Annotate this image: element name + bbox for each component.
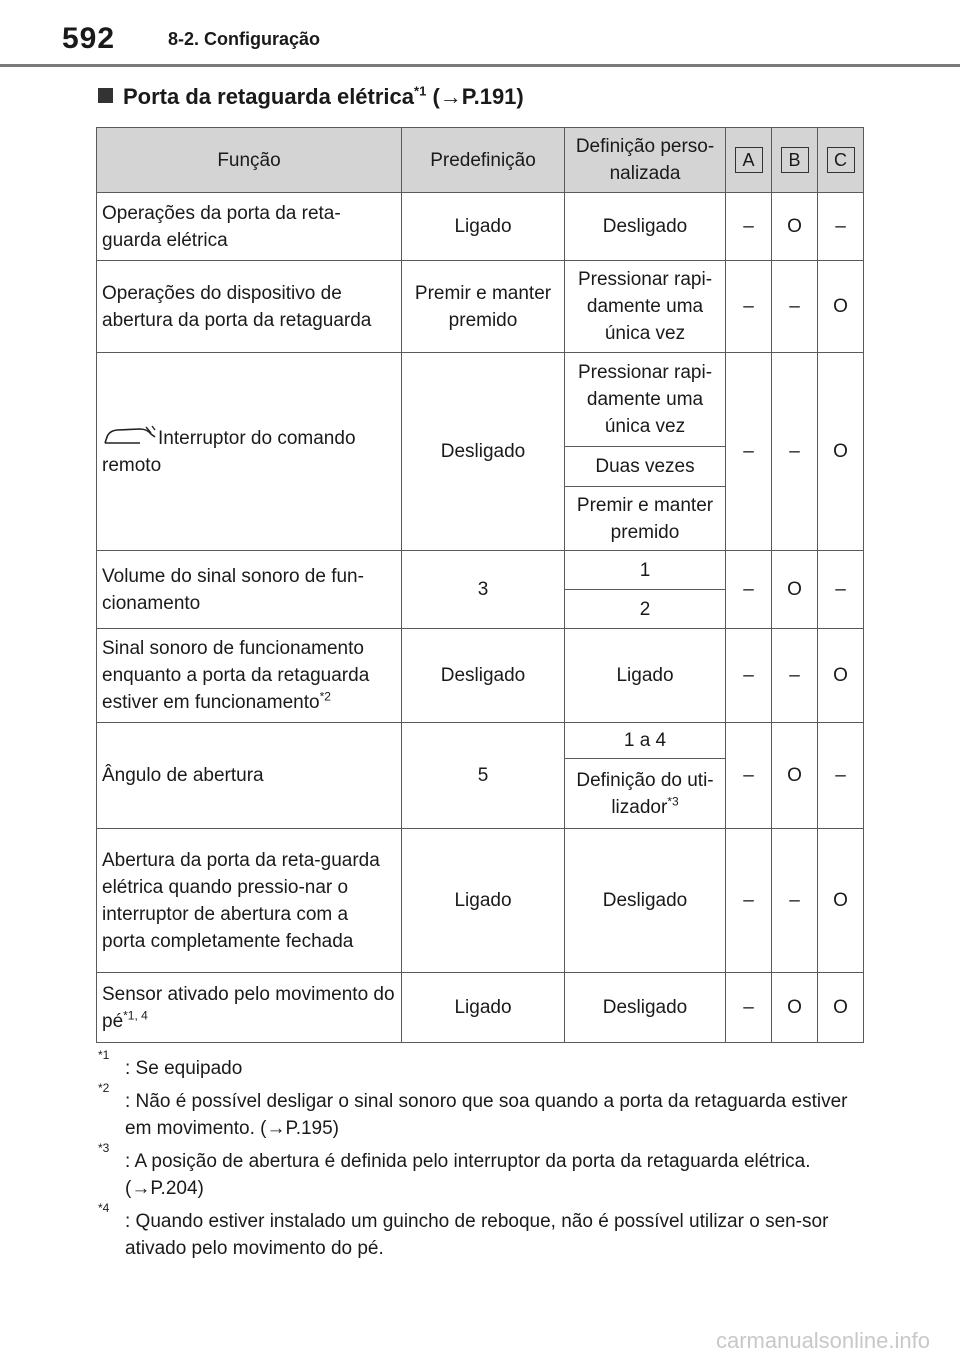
cell-def: Pressionar rapi-damente uma única vez	[565, 261, 726, 353]
cell-b: –	[772, 353, 818, 551]
settings-table	[96, 127, 864, 1043]
footnote: *1 : Se equipado	[98, 1048, 243, 1079]
cell-b: O	[772, 551, 818, 629]
method-b-badge: B	[781, 147, 809, 173]
cell-c: O	[818, 353, 864, 551]
method-c-badge: C	[827, 147, 855, 173]
cell-funcao	[97, 629, 402, 723]
cell-a: –	[726, 723, 772, 829]
header-b	[772, 128, 818, 193]
cell-a: –	[726, 551, 772, 629]
header-c	[818, 128, 864, 193]
table-row	[97, 723, 864, 759]
cell-funcao: Operações do dispositivo de abertura da porta da retaguarda	[97, 261, 402, 353]
heading-footnote-mark: *1	[414, 83, 427, 99]
footnote-mark: *3	[667, 794, 679, 809]
table-row	[97, 973, 864, 1043]
cell-c: –	[818, 551, 864, 629]
cell-c: O	[818, 261, 864, 353]
cell-predef: Premir e manter premido	[402, 261, 565, 353]
table-row	[97, 193, 864, 261]
watermark: carmanualsonline.info	[715, 1328, 930, 1353]
cell-a: –	[726, 629, 772, 723]
square-bullet-icon	[98, 88, 113, 103]
cell-c: –	[818, 193, 864, 261]
footnote-text: : A posição de abertura é definida pelo interruptor da porta da retaguarda elétrica. (→P.204)	[125, 1151, 811, 1199]
cell-b: O	[772, 193, 818, 261]
header-funcao: Função	[97, 128, 402, 193]
header-definicao: Definição perso-nalizada	[565, 128, 726, 193]
cell-funcao: Operações da porta da reta-guarda elétrica	[97, 193, 402, 261]
header-predefinicao: Predefinição	[402, 128, 565, 193]
cell-def: Desligado	[565, 829, 726, 973]
cell-c: O	[818, 829, 864, 973]
cell-def: Desligado	[565, 973, 726, 1043]
cell-def: Duas vezes	[565, 447, 726, 487]
method-a-badge: A	[735, 147, 763, 173]
cell-predef: Ligado	[402, 973, 565, 1043]
heading-page-ref: (→P.191)	[432, 84, 524, 109]
cell-def: Premir e manter premido	[565, 487, 726, 551]
cell-def-text: Definição do uti-lizador	[576, 769, 714, 818]
cell-b: O	[772, 973, 818, 1043]
cell-def: Ligado	[565, 629, 726, 723]
table-row	[97, 353, 864, 447]
table-row	[97, 829, 864, 973]
footnote: *2 : Não é possível desligar o sinal sonoro que soa quando a porta da retaguarda estiver em movimento. (→P.195)	[98, 1081, 848, 1139]
cell-funcao: Abertura da porta da reta-guarda elétrica quando pressio-nar o interruptor de abertura com a porta completamente fechada	[97, 829, 402, 973]
cell-funcao-text: Sinal sonoro de funcionamento enquanto a porta da retaguarda estiver em funcionamento	[102, 638, 370, 713]
footnote: *4 : Quando estiver instalado um guincho de reboque, não é possível utilizar o sen-sor ativado pelo movimento do pé.	[98, 1201, 829, 1259]
cell-funcao: Ângulo de abertura	[97, 723, 402, 829]
page-header	[0, 0, 960, 70]
table-row	[97, 551, 864, 590]
cell-def: 1	[565, 551, 726, 590]
cell-def: 1 a 4	[565, 723, 726, 759]
cell-predef: Ligado	[402, 829, 565, 973]
cell-c: –	[818, 723, 864, 829]
cell-b: –	[772, 261, 818, 353]
cell-def: Desligado	[565, 193, 726, 261]
cell-funcao-text: Sensor ativado pelo movimento do pé	[102, 983, 395, 1032]
header-a	[726, 128, 772, 193]
table-row	[97, 261, 864, 353]
footnote-text: : Não é possível desligar o sinal sonoro que soa quando a porta da retaguarda estiver em movimento. (→P.195)	[125, 1091, 848, 1139]
cell-b: –	[772, 629, 818, 723]
section-title: 8-2. Configuração	[168, 29, 321, 49]
header-rule	[0, 64, 960, 67]
cell-a: –	[726, 261, 772, 353]
section-heading	[98, 84, 524, 110]
cell-c: O	[818, 629, 864, 723]
cell-predef: 5	[402, 723, 565, 829]
cell-c: O	[818, 973, 864, 1043]
cell-def: 2	[565, 590, 726, 629]
cell-a: –	[726, 353, 772, 551]
footnote-mark: *1, 4	[123, 1008, 148, 1023]
page-number: 592	[62, 22, 116, 55]
cell-a: –	[726, 193, 772, 261]
cell-funcao	[97, 973, 402, 1043]
footnote-text: : Quando estiver instalado um guincho de reboque, não é possível utilizar o sen-sor ativado pelo movimento do pé.	[125, 1211, 829, 1259]
cell-funcao: Volume do sinal sonoro de fun-cionamento	[97, 551, 402, 629]
cell-predef: Desligado	[402, 353, 565, 551]
cell-funcao	[97, 353, 402, 551]
footnote: *3 : A posição de abertura é definida pelo interruptor da porta da retaguarda elétrica. (→P.204)	[98, 1141, 811, 1199]
vehicle-rear-icon	[102, 424, 158, 446]
cell-funcao-text: Interruptor do comando remoto	[102, 428, 356, 476]
heading-text: Porta da retaguarda elétrica	[123, 84, 415, 109]
cell-a: –	[726, 829, 772, 973]
cell-predef: Desligado	[402, 629, 565, 723]
cell-def	[565, 759, 726, 829]
cell-b: O	[772, 723, 818, 829]
table-header-row	[97, 128, 864, 193]
footnotes	[98, 1048, 868, 1268]
cell-def: Pressionar rapi-damente uma única vez	[565, 353, 726, 447]
table-row	[97, 629, 864, 723]
footnote-text: : Se equipado	[125, 1058, 243, 1079]
cell-b: –	[772, 829, 818, 973]
footnote-mark: *2	[319, 689, 331, 704]
cell-predef: Ligado	[402, 193, 565, 261]
cell-a: –	[726, 973, 772, 1043]
cell-predef: 3	[402, 551, 565, 629]
